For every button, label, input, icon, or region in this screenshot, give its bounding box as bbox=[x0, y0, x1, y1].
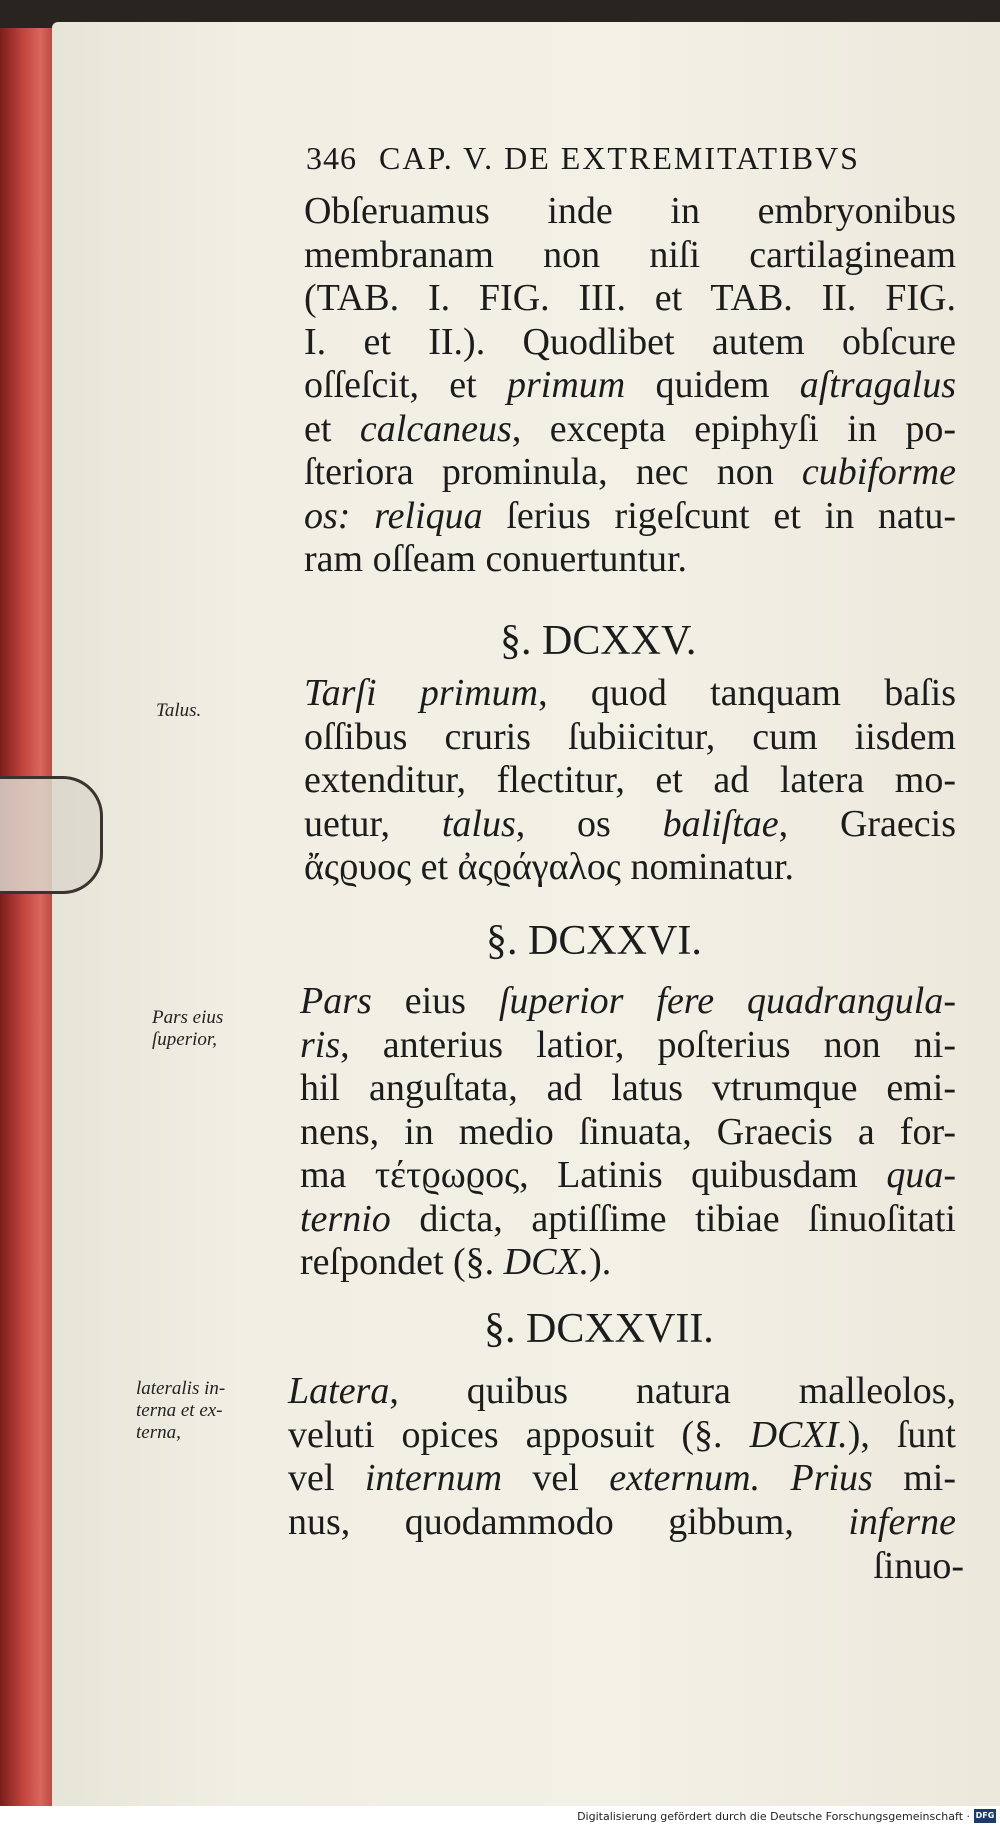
italic-text: baliſtae bbox=[662, 802, 779, 845]
italic-text: ſuperior fere quadrangula- bbox=[498, 980, 956, 1022]
text-run: ſerius rigeſcunt et in natu- bbox=[482, 494, 956, 537]
text-line bbox=[304, 803, 956, 847]
text-run: ſteriora prominula, nec non bbox=[304, 451, 802, 493]
text-run: oſſibus cruris ſubiicitur, cum iisdem bbox=[304, 715, 956, 758]
text-run: et bbox=[304, 407, 360, 450]
text-run: extenditur, flectitur, et ad latera mo- bbox=[304, 759, 956, 801]
italic-text: internum bbox=[364, 1457, 503, 1499]
text-run: veluti opices apposuit (§. bbox=[288, 1413, 750, 1456]
text-run: ἄςϱυος et ἀςϱάγαλος nominatur. bbox=[304, 846, 795, 888]
italic-text: inferne bbox=[848, 1500, 956, 1543]
text-line bbox=[288, 1370, 956, 1414]
text-run: ma τέτϱωϱος, Latinis quibusdam bbox=[300, 1154, 887, 1196]
text-run: , quod tanquam baſis bbox=[538, 672, 956, 714]
section-heading-dcxxv: §. DCXXV. bbox=[500, 618, 697, 664]
text-run: dicta, aptiſſime tibiae ſinuoſitati bbox=[390, 1197, 956, 1240]
margin-note-line: Talus. bbox=[156, 700, 202, 721]
text-line bbox=[300, 1111, 956, 1155]
text-run: uetur, bbox=[304, 802, 442, 845]
text-run: membranam non niſi cartilagineam bbox=[304, 233, 956, 276]
italic-text: primum bbox=[506, 364, 626, 406]
text-run: , excepta epiphyſi in po- bbox=[511, 407, 956, 450]
text-line bbox=[300, 1198, 956, 1242]
text-line bbox=[304, 321, 956, 365]
text-run: vel bbox=[502, 1457, 610, 1499]
text-line bbox=[304, 364, 956, 408]
margin-note-line: lateralis in- bbox=[136, 1378, 226, 1399]
margin-note-talus bbox=[156, 700, 201, 722]
italic-text: ternio bbox=[300, 1197, 391, 1240]
text-line bbox=[300, 980, 956, 1024]
text-line bbox=[304, 451, 956, 495]
italic-text: Latera bbox=[288, 1370, 390, 1412]
text-line bbox=[304, 538, 956, 582]
italic-text: aſtragalus bbox=[799, 364, 956, 406]
text-run: , anterius latior, poſterius non ni- bbox=[340, 1023, 956, 1066]
text-line bbox=[304, 495, 956, 539]
section-heading-dcxxvi: §. DCXXVI. bbox=[486, 918, 702, 964]
text-run: vel bbox=[288, 1457, 365, 1499]
text-run: ). bbox=[589, 1241, 612, 1283]
text-line bbox=[304, 759, 956, 803]
section-dcxxvi-text bbox=[300, 980, 956, 1285]
italic-text: Prius bbox=[790, 1457, 873, 1499]
intro-paragraph bbox=[304, 190, 956, 582]
italic-text: Pars bbox=[300, 980, 372, 1022]
page-clip bbox=[0, 776, 103, 894]
italic-text: DCX. bbox=[503, 1241, 590, 1283]
book-page-edge bbox=[0, 28, 58, 1820]
text-line bbox=[304, 408, 956, 452]
text-run: ram oſſeam conuertuntur. bbox=[304, 538, 688, 580]
text-line bbox=[304, 234, 956, 278]
page-number: 346 bbox=[306, 140, 357, 176]
text-run: mi- bbox=[872, 1457, 956, 1499]
margin-note-pars-superior bbox=[152, 1007, 223, 1051]
text-line bbox=[300, 1154, 956, 1198]
section-heading-dcxxvii: §. DCXXVII. bbox=[484, 1306, 714, 1352]
digitization-credit: Digitalisierung gefördert durch die Deutsche Forschungsgemeinschaft · bbox=[577, 1810, 970, 1823]
text-line bbox=[288, 1414, 956, 1458]
margin-note-line: terna et ex- bbox=[136, 1400, 223, 1421]
italic-text: talus bbox=[441, 802, 516, 845]
text-run: , quibus natura malleolos, bbox=[389, 1370, 956, 1412]
italic-text: Tarſi primum bbox=[304, 672, 539, 714]
text-line bbox=[288, 1457, 956, 1501]
text-line bbox=[300, 1067, 956, 1111]
text-run: Obſeruamus inde in embryonibus bbox=[304, 190, 956, 232]
text-line bbox=[288, 1501, 956, 1545]
text-run: nens, in medio ſinuata, Graecis a for- bbox=[300, 1110, 956, 1153]
italic-text: calcaneus bbox=[359, 407, 512, 450]
text-run: quidem bbox=[625, 364, 800, 406]
margin-note-line: Pars eius bbox=[152, 1007, 224, 1028]
text-run: reſpondet (§. bbox=[300, 1241, 504, 1283]
text-run: ), ſunt bbox=[847, 1413, 956, 1456]
italic-text: os: reliqua bbox=[304, 494, 483, 537]
text-line bbox=[300, 1241, 956, 1285]
dfg-logo-icon: DFG bbox=[974, 1809, 996, 1823]
text-line bbox=[304, 716, 956, 760]
text-line bbox=[304, 190, 956, 234]
running-head bbox=[306, 140, 860, 177]
text-run: , Graecis bbox=[778, 802, 956, 845]
catchword: ſinuo- bbox=[873, 1545, 964, 1587]
italic-text: cubiforme bbox=[801, 451, 956, 493]
text-line bbox=[300, 1024, 956, 1068]
text-run: nus, quodammodo gibbum, bbox=[288, 1500, 849, 1543]
text-line bbox=[304, 672, 956, 716]
text-run: (TAB. I. FIG. III. et TAB. II. FIG. bbox=[304, 277, 956, 319]
text-run: , os bbox=[515, 802, 663, 845]
text-run bbox=[760, 1457, 790, 1499]
text-run: hil anguſtata, ad latus vtrumque emi- bbox=[300, 1067, 956, 1109]
italic-text: DCXI. bbox=[749, 1413, 848, 1456]
section-dcxxv-text bbox=[304, 672, 956, 890]
text-run: oſſeſcit, et bbox=[304, 364, 507, 406]
margin-note-line: ſuperior, bbox=[152, 1029, 217, 1050]
text-run: I. et II.). Quodlibet autem obſcure bbox=[304, 320, 956, 363]
text-line bbox=[304, 846, 956, 890]
section-dcxxvii-text bbox=[288, 1370, 956, 1544]
text-run: eius bbox=[371, 980, 499, 1022]
chapter-title: CAP. V. DE EXTREMITATIBVS bbox=[379, 140, 860, 176]
italic-text: externum. bbox=[609, 1457, 761, 1499]
italic-text: ris bbox=[300, 1023, 341, 1066]
italic-text: qua- bbox=[886, 1154, 956, 1196]
text-line bbox=[304, 277, 956, 321]
margin-note-line: terna, bbox=[136, 1422, 181, 1443]
margin-note-lateralis bbox=[136, 1378, 225, 1444]
